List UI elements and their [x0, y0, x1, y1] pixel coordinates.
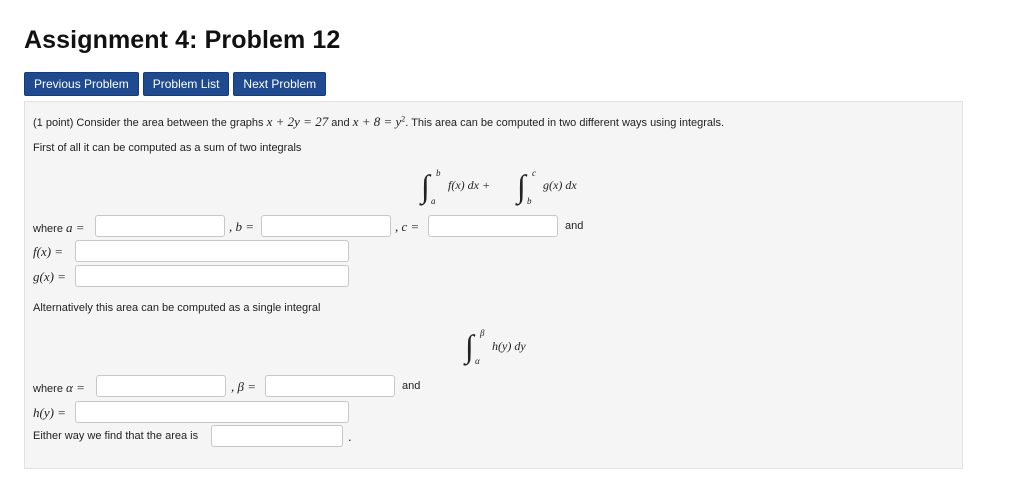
integral-2-upper: c	[532, 168, 536, 178]
problem-statement	[33, 114, 724, 130]
hy-input[interactable]	[75, 401, 349, 423]
area-input[interactable]	[211, 425, 343, 447]
integral-1-body: f(x) dx +	[448, 178, 491, 192]
equation-1: x + 2y = 27	[266, 114, 329, 129]
fx-input[interactable]	[75, 240, 349, 262]
beta-input[interactable]	[265, 375, 395, 397]
area-period: .	[348, 429, 352, 444]
a-label: where a =	[33, 220, 85, 235]
fx-label: f(x) =	[33, 244, 64, 259]
intro-text-end: . This area can be computed in two different ways using integrals.	[405, 117, 725, 129]
integral-3-lower: α	[475, 356, 480, 366]
equation-2-exponent: 2	[401, 114, 406, 124]
page-title: Assignment 4: Problem 12	[24, 26, 341, 54]
integral-3-upper: β	[480, 328, 485, 338]
points-label: (1 point)	[33, 117, 74, 129]
b-input[interactable]	[261, 215, 391, 237]
and-text: and	[331, 117, 350, 129]
problem-navigation	[24, 72, 326, 96]
integral-1-upper: b	[436, 168, 441, 178]
previous-problem-button[interactable]: Previous Problem	[24, 72, 139, 96]
integral-sign-2: ∫	[517, 168, 526, 204]
equation-2: x + 8 = y	[352, 114, 402, 129]
next-problem-button[interactable]: Next Problem	[233, 72, 326, 96]
c-label: , c =	[395, 219, 420, 234]
beta-label: , β =	[231, 379, 256, 394]
area-line-text: Either way we find that the area is	[33, 430, 199, 442]
c-input[interactable]	[428, 215, 558, 237]
intro-text: Consider the area between the graphs	[76, 117, 264, 129]
integral-sign-3: ∫	[465, 328, 474, 364]
problem-panel	[24, 101, 963, 469]
gx-input[interactable]	[75, 265, 349, 287]
alternative-line-text: Alternatively this area can be computed as a single integral	[33, 302, 321, 314]
b-label: , b =	[229, 219, 255, 234]
integral-3-body: h(y) dy	[492, 339, 526, 353]
integral-2-body: g(x) dx	[543, 178, 577, 192]
integral-sign-1: ∫	[421, 168, 430, 204]
alpha-input[interactable]	[96, 375, 226, 397]
and-after-c: and	[565, 220, 584, 232]
gx-label: g(x) =	[33, 269, 66, 284]
sum-of-integrals-formula	[421, 168, 621, 208]
first-line-text: First of all it can be computed as a sum of two integrals	[33, 142, 302, 154]
problem-list-button[interactable]: Problem List	[143, 72, 230, 96]
integral-2-lower: b	[527, 196, 532, 206]
single-integral-formula	[465, 328, 575, 368]
hy-label: h(y) =	[33, 405, 66, 420]
integral-1-lower: a	[431, 196, 436, 206]
and-after-beta: and	[402, 380, 421, 392]
a-input[interactable]	[95, 215, 225, 237]
alpha-label: where α =	[33, 380, 85, 395]
